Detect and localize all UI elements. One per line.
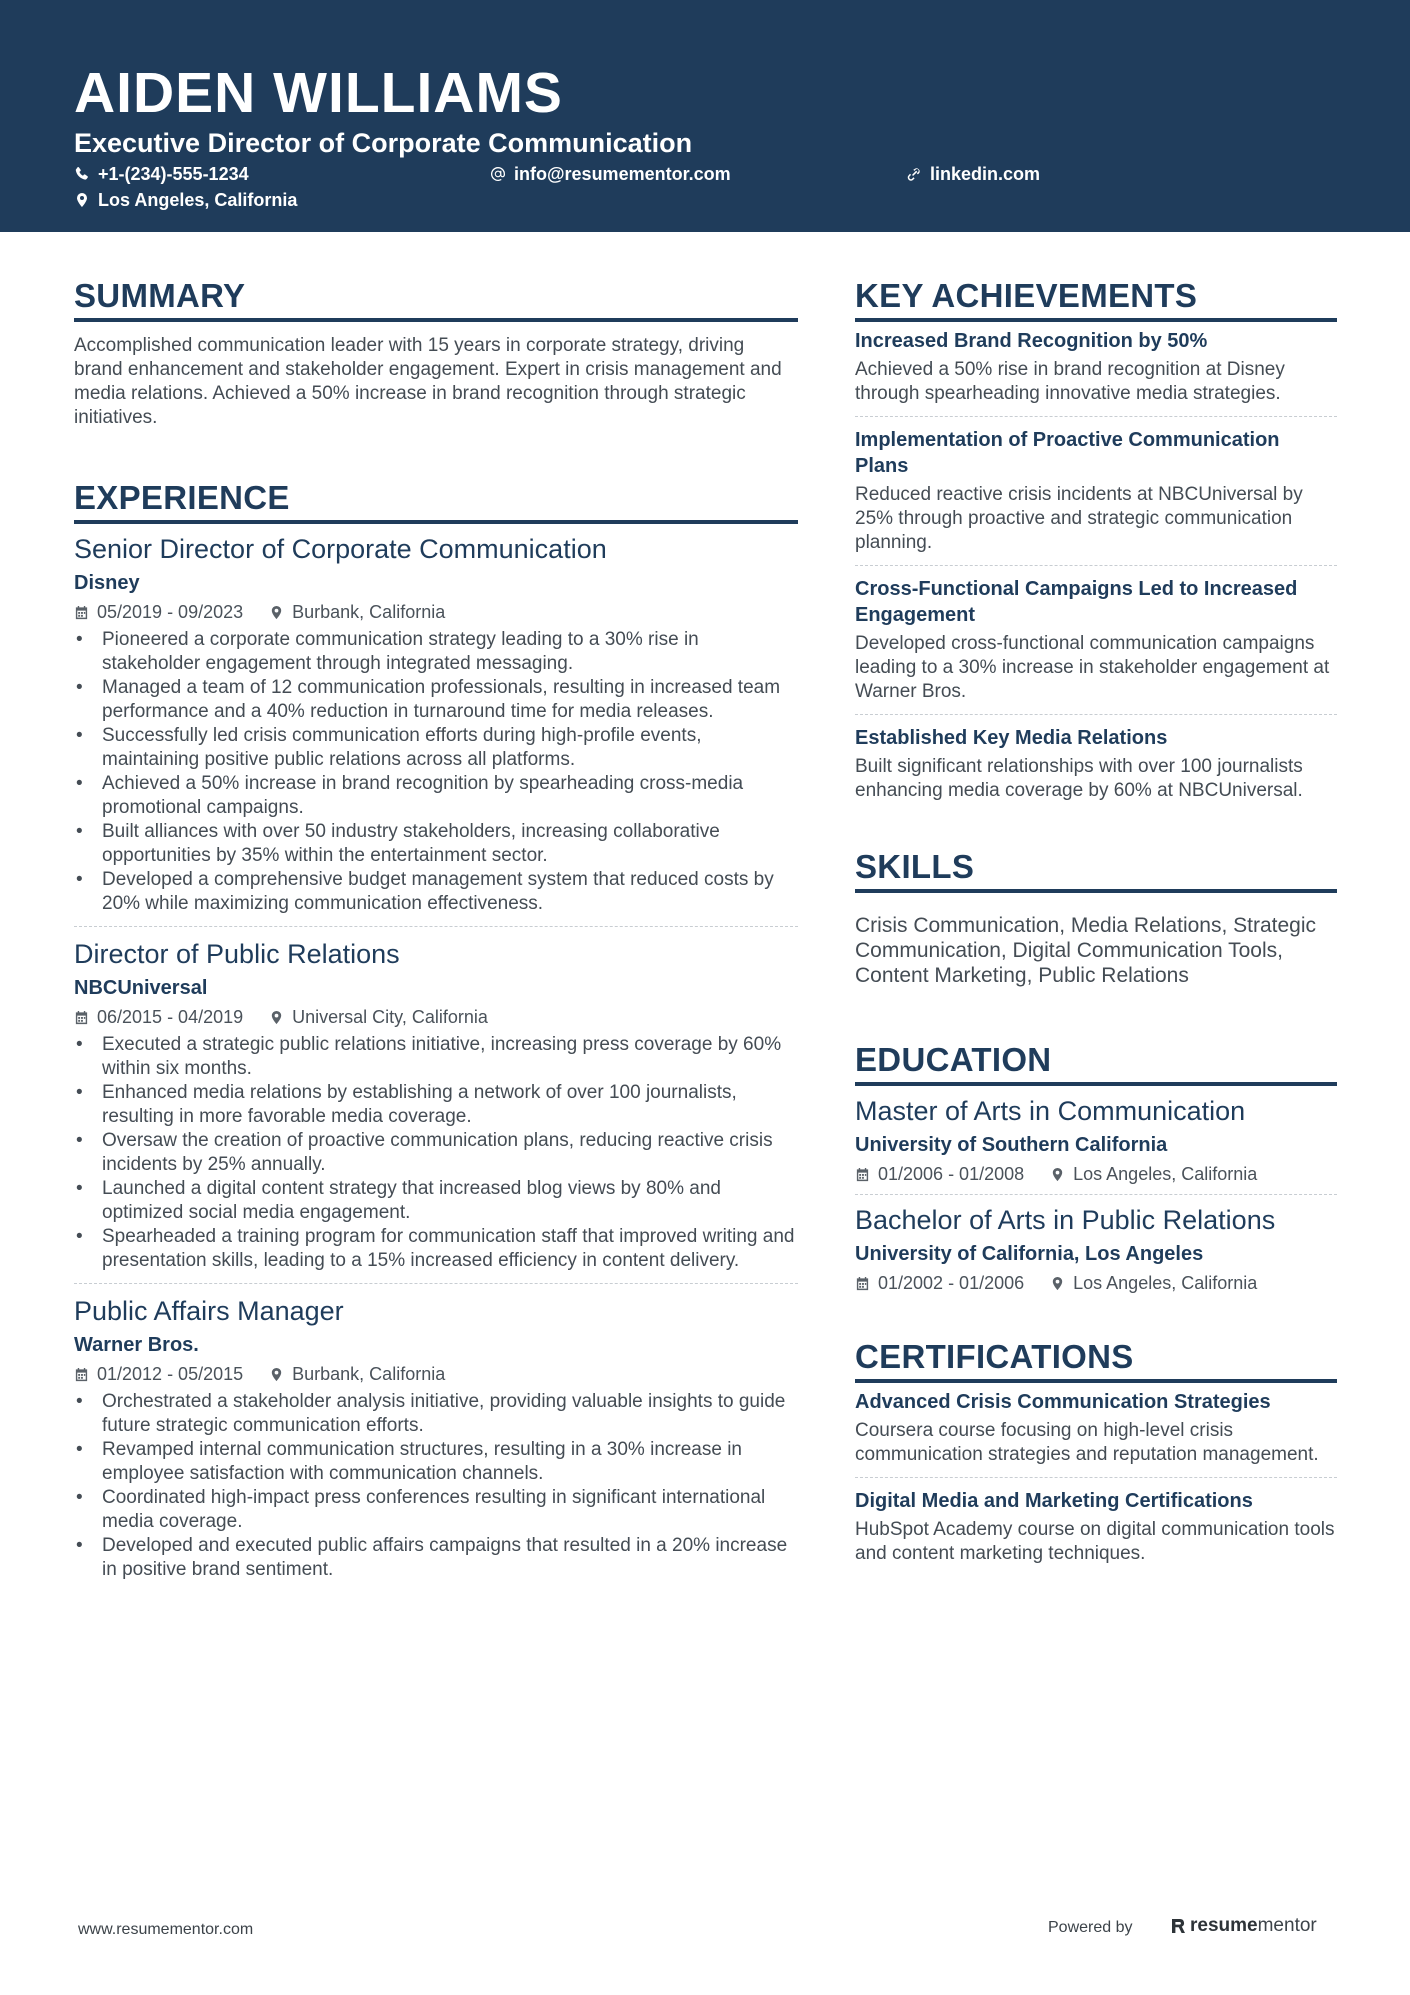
bullet-item: • Executed a strategic public relations initiative, increasing press coverage by 60% within six months. bbox=[74, 1033, 798, 1081]
calendar-icon bbox=[74, 1010, 89, 1025]
link-icon bbox=[906, 166, 922, 182]
footer-powered-by: Powered by bbox=[1048, 1919, 1133, 1936]
education-item bbox=[855, 1203, 1337, 1303]
job-company: Disney bbox=[74, 572, 140, 594]
certification-desc: HubSpot Academy course on digital communication tools and content marketing techniques. bbox=[855, 1519, 1335, 1564]
education-section bbox=[855, 1040, 1337, 1303]
brand-bold-text: resume bbox=[1190, 1915, 1258, 1936]
achievement-desc: Built significant relationships with over 100 journalists enhancing media coverage by 60% at NBCUniversal. bbox=[855, 756, 1303, 801]
achievement-desc: Reduced reactive crisis incidents at NBCUniversal by 25% through proactive and strategic communication planning. bbox=[855, 484, 1303, 553]
education-dates: 01/2002 - 01/2006 bbox=[878, 1273, 1025, 1293]
job-company: NBCUniversal bbox=[74, 977, 208, 999]
linkedin-text: linkedin.com bbox=[930, 164, 1041, 184]
education-location: Los Angeles, California bbox=[1073, 1273, 1258, 1293]
achievement-item bbox=[855, 576, 1337, 715]
education-location: Los Angeles, California bbox=[1073, 1164, 1258, 1184]
calendar-icon bbox=[855, 1276, 870, 1291]
achievements-section bbox=[855, 276, 1337, 813]
right-column bbox=[855, 276, 1337, 1610]
bullet-item: • Oversaw the creation of proactive communication plans, reducing reactive crisis incidents by 25% annually. bbox=[74, 1129, 798, 1177]
bullet-item: • Developed a comprehensive budget management system that reduced costs by 20% while maximizing communication effectiveness. bbox=[74, 868, 798, 916]
education-meta bbox=[855, 1162, 1337, 1186]
job-bullets bbox=[74, 1390, 798, 1582]
education-school: University of California, Los Angeles bbox=[855, 1243, 1204, 1265]
job-location: Burbank, California bbox=[292, 1364, 446, 1384]
job-location: Burbank, California bbox=[292, 602, 446, 622]
job-meta bbox=[74, 600, 798, 624]
certification-title: Advanced Crisis Communication Strategies bbox=[855, 1391, 1271, 1413]
phone-icon bbox=[74, 166, 90, 182]
achievement-desc: Achieved a 50% rise in brand recognition at Disney through spearheading innovative media strategies. bbox=[855, 359, 1285, 404]
experience-heading: EXPERIENCE bbox=[74, 478, 798, 524]
achievements-heading: KEY ACHIEVEMENTS bbox=[855, 276, 1337, 322]
location-text: Los Angeles, California bbox=[98, 190, 298, 210]
bullet-item: • Pioneered a corporate communication strategy leading to a 30% rise in stakeholder engagement through integrated messaging. bbox=[74, 628, 798, 676]
summary-text: Accomplished communication leader with 15 years in corporate strategy, driving brand enhancement and stakeholder engagement. Expert in crisis management and media relations. Achieved a 50% increase in brand recognition through strategic initiatives. bbox=[74, 335, 782, 428]
education-dates: 01/2006 - 01/2008 bbox=[878, 1164, 1025, 1184]
education-degree: Master of Arts in Communication bbox=[855, 1096, 1246, 1126]
bullet-item: • Managed a team of 12 communication professionals, resulting in increased team performance and a 40% reduction in turnaround time for media releases. bbox=[74, 676, 798, 724]
job-title: Director of Public Relations bbox=[74, 939, 400, 969]
education-school: University of Southern California bbox=[855, 1134, 1168, 1156]
education-degree: Bachelor of Arts in Public Relations bbox=[855, 1205, 1276, 1235]
job-location: Universal City, California bbox=[292, 1007, 488, 1027]
achievement-desc: Developed cross-functional communication campaigns leading to a 30% increase in stakeholder engagement at Warner Bros. bbox=[855, 633, 1330, 702]
bullet-item: • Launched a digital content strategy that increased blog views by 80% and optimized social media engagement. bbox=[74, 1177, 798, 1225]
certifications-heading: CERTIFICATIONS bbox=[855, 1337, 1337, 1383]
certification-title: Digital Media and Marketing Certifications bbox=[855, 1490, 1253, 1512]
education-item bbox=[855, 1094, 1337, 1195]
candidate-title: Executive Director of Corporate Communication bbox=[74, 128, 693, 158]
email-text: info@resumementor.com bbox=[514, 164, 731, 184]
calendar-icon bbox=[74, 605, 89, 620]
skills-heading: SKILLS bbox=[855, 847, 1337, 893]
footer-url[interactable]: www.resumementor.com bbox=[78, 1921, 254, 1938]
job-meta bbox=[74, 1362, 798, 1386]
skills-text: Crisis Communication, Media Relations, Strategic Communication, Digital Communication Tools, Content Marketing, Public Relations bbox=[855, 914, 1317, 987]
job-bullets bbox=[74, 628, 798, 916]
contact-location bbox=[74, 188, 297, 212]
achievement-title: Cross-Functional Campaigns Led to Increased Engagement bbox=[855, 578, 1298, 626]
education-heading: EDUCATION bbox=[855, 1040, 1337, 1086]
contact-linkedin[interactable] bbox=[906, 162, 1040, 186]
job-dates: 06/2015 - 04/2019 bbox=[97, 1007, 244, 1027]
achievement-item bbox=[855, 427, 1337, 566]
at-icon bbox=[490, 166, 506, 182]
bullet-item: • Developed and executed public affairs campaigns that resulted in a 20% increase in positive brand sentiment. bbox=[74, 1534, 798, 1582]
location-pin-icon bbox=[269, 605, 284, 620]
experience-section bbox=[74, 478, 798, 1592]
achievement-title: Increased Brand Recognition by 50% bbox=[855, 330, 1208, 352]
bullet-item: • Coordinated high-impact press conferences resulting in significant international media coverage. bbox=[74, 1486, 798, 1534]
contact-phone[interactable] bbox=[74, 162, 249, 186]
location-pin-icon bbox=[269, 1010, 284, 1025]
job-title: Senior Director of Corporate Communication bbox=[74, 534, 607, 564]
location-pin-icon bbox=[1050, 1167, 1065, 1182]
achievement-item bbox=[855, 328, 1337, 417]
certifications-section bbox=[855, 1337, 1337, 1576]
certification-desc: Coursera course focusing on high-level crisis communication strategies and reputation management. bbox=[855, 1420, 1319, 1465]
left-column bbox=[74, 276, 798, 1626]
job-entry bbox=[74, 532, 798, 927]
job-dates: 01/2012 - 05/2015 bbox=[97, 1364, 244, 1384]
education-meta bbox=[855, 1271, 1337, 1295]
phone-text: +1-(234)-555-1234 bbox=[98, 164, 249, 184]
achievement-item bbox=[855, 725, 1337, 813]
calendar-icon bbox=[855, 1167, 870, 1182]
bullet-item: • Built alliances with over 50 industry stakeholders, increasing collaborative opportunities by 35% within the entertainment sector. bbox=[74, 820, 798, 868]
job-company: Warner Bros. bbox=[74, 1334, 199, 1356]
brand-light-text: mentor bbox=[1257, 1915, 1317, 1936]
calendar-icon bbox=[74, 1367, 89, 1382]
contact-email[interactable] bbox=[490, 162, 731, 186]
footer-brand-logo[interactable] bbox=[1170, 1914, 1317, 1938]
bullet-item: • Revamped internal communication structures, resulting in a 30% increase in employee satisfaction with communication channels. bbox=[74, 1438, 798, 1486]
resumementor-logo-icon bbox=[1170, 1917, 1186, 1935]
location-pin-icon bbox=[74, 192, 90, 208]
bullet-item: • Orchestrated a stakeholder analysis initiative, providing valuable insights to guide future strategic communication efforts. bbox=[74, 1390, 798, 1438]
location-pin-icon bbox=[269, 1367, 284, 1382]
skills-section bbox=[855, 847, 1337, 1006]
job-title: Public Affairs Manager bbox=[74, 1296, 344, 1326]
certification-item bbox=[855, 1488, 1337, 1576]
certification-item bbox=[855, 1389, 1337, 1478]
job-entry bbox=[74, 937, 798, 1284]
achievement-title: Established Key Media Relations bbox=[855, 727, 1168, 749]
bullet-item: • Enhanced media relations by establishing a network of over 100 journalists, resulting in more favorable media coverage. bbox=[74, 1081, 798, 1129]
job-meta bbox=[74, 1005, 798, 1029]
location-pin-icon bbox=[1050, 1276, 1065, 1291]
bullet-item: • Spearheaded a training program for communication staff that improved writing and presentation skills, leading to a 15% increased efficiency in content delivery. bbox=[74, 1225, 798, 1273]
job-entry bbox=[74, 1294, 798, 1592]
resume-header bbox=[0, 0, 1410, 232]
job-bullets bbox=[74, 1033, 798, 1273]
bullet-item: • Achieved a 50% increase in brand recognition by spearheading cross-media promotional campaigns. bbox=[74, 772, 798, 820]
summary-heading: SUMMARY bbox=[74, 276, 798, 322]
job-dates: 05/2019 - 09/2023 bbox=[97, 602, 244, 622]
candidate-name: AIDEN WILLIAMS bbox=[74, 61, 563, 125]
achievement-title: Implementation of Proactive Communication Plans bbox=[855, 429, 1280, 477]
bullet-item: • Successfully led crisis communication efforts during high-profile events, maintaining positive public relations across all platforms. bbox=[74, 724, 798, 772]
summary-section bbox=[74, 276, 798, 430]
